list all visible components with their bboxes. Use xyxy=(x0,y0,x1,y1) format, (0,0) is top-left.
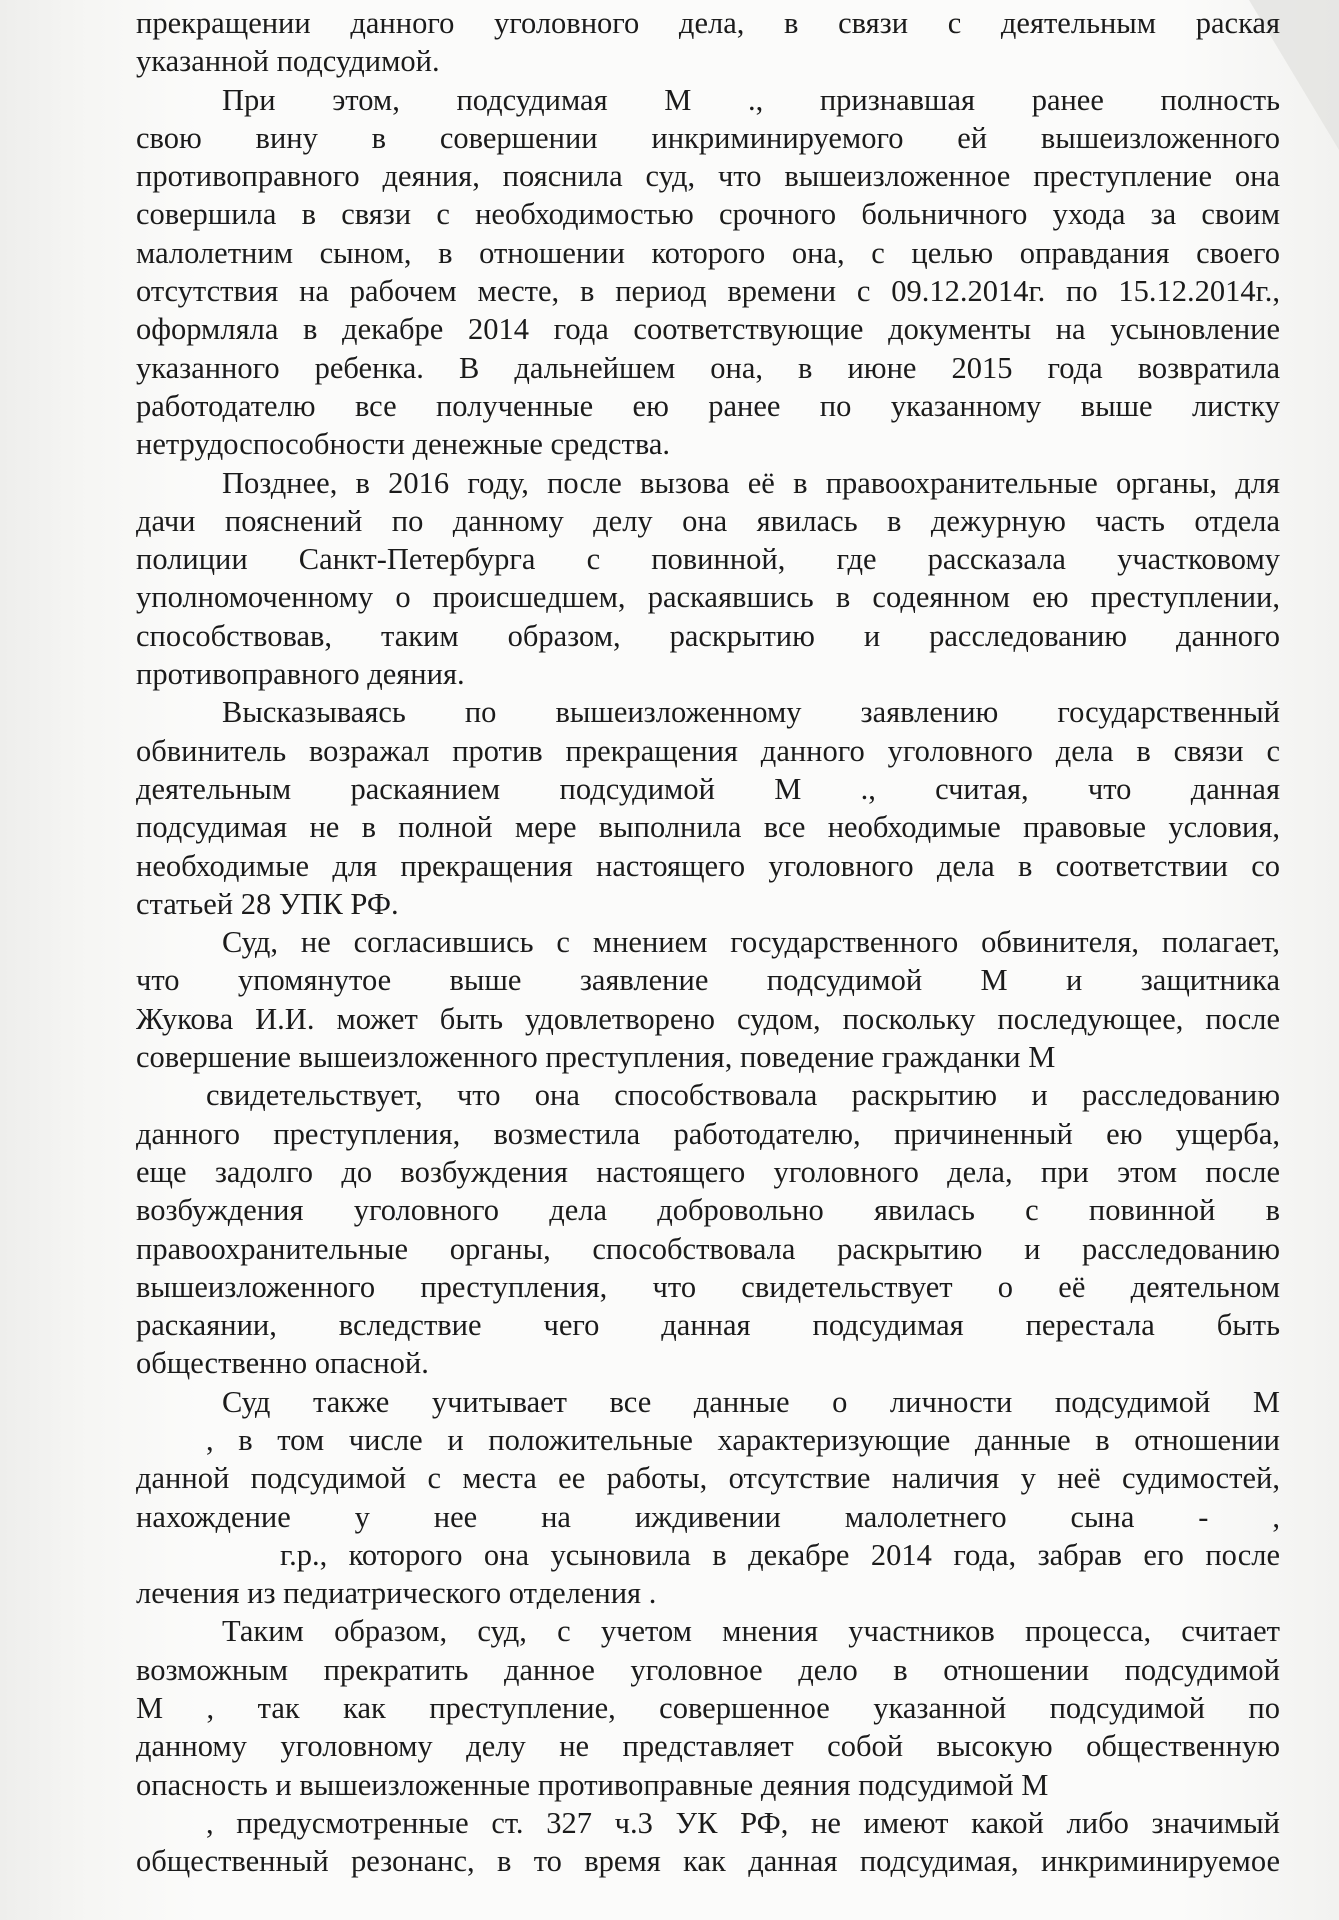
text-line: вышеизложенного преступления, что свидетельствует о её деятельном xyxy=(136,1269,1280,1304)
text-line: подсудимая не в полной мере выполнила все необходимые правовые условия, xyxy=(136,810,1280,845)
text-line: малолетним сыном, в отношении которого она, с целью оправдания своего xyxy=(136,235,1280,270)
text-line: возбуждения уголовного дела добровольно явилась с повинной в xyxy=(136,1193,1280,1228)
text-line: противоправного деяния, пояснила суд, что вышеизложенное преступление она xyxy=(136,159,1280,194)
document-body xyxy=(136,4,1280,1881)
text-line: правоохранительные органы, способствовала раскрытию и расследованию xyxy=(136,1231,1280,1266)
text-line: Суд также учитывает все данные о личности подсудимой М xyxy=(222,1384,1280,1419)
text-line: прекращении данного уголовного дела, в связи с деятельным раская xyxy=(136,6,1280,40)
text-line: нахождение у нее на иждивении малолетнего сына - , xyxy=(136,1499,1280,1534)
text-line: , в том числе и положительные характеризующие данные в отношении xyxy=(206,1422,1280,1457)
text-line: Высказываясь по вышеизложенному заявлению государственный xyxy=(222,695,1280,730)
text-line: При этом, подсудимая М ., признавшая ранее полность xyxy=(222,82,1280,117)
text-line: раскаянии, вследствие чего данная подсудимая перестала быть xyxy=(136,1308,1280,1343)
text-line: данного преступления, возместила работодателю, причиненный ею ущерба, xyxy=(136,1116,1280,1151)
text-line: , предусмотренные ст. 327 ч.3 УК РФ, не имеют какой либо значимый xyxy=(206,1805,1280,1840)
text-line: указанной подсудимой. xyxy=(136,44,440,79)
text-line: возможным прекратить данное уголовное дело в отношении подсудимой xyxy=(136,1652,1280,1687)
text-line: совершила в связи с необходимостью срочного больничного ухода за своим xyxy=(136,197,1280,232)
text-line: что упомянутое выше заявление подсудимой М и защитника xyxy=(136,963,1280,998)
text-line: противоправного деяния. xyxy=(136,657,465,692)
text-line: еще задолго до возбуждения настоящего уголовного дела, при этом после xyxy=(136,1154,1280,1189)
text-line: совершение вышеизложенного преступления, поведение гражданки М xyxy=(136,1040,1056,1075)
text-line: данной подсудимой с места ее работы, отсутствие наличия у неё судимостей, xyxy=(136,1461,1280,1496)
text-line: необходимые для прекращения настоящего уголовного дела в соответствии со xyxy=(136,848,1280,883)
text-line: работодателю все полученные ею ранее по указанному выше листку xyxy=(136,388,1280,423)
text-line: отсутствия на рабочем месте, в период времени с 09.12.2014г. по 15.12.2014г., xyxy=(136,274,1280,309)
text-line: способствовав, таким образом, раскрытию и расследованию данного xyxy=(136,618,1280,653)
text-line: нетрудоспособности денежные средства. xyxy=(136,427,671,462)
text-line: уполномоченному о происшедшем, раскаявшись в содеянном ею преступлении, xyxy=(136,580,1280,615)
text-line: статьей 28 УПК РФ. xyxy=(136,886,399,921)
text-line: оформляла в декабре 2014 года соответствующие документы на усыновление xyxy=(136,312,1280,347)
text-line: М , так как преступление, совершенное указанной подсудимой по xyxy=(136,1691,1280,1726)
text-line: полиции Санкт-Петербурга с повинной, где рассказала участковому xyxy=(136,542,1280,577)
text-line: обвинитель возражал против прекращения данного уголовного дела в связи с xyxy=(136,733,1280,768)
text-line: Позднее, в 2016 году, после вызова её в правоохранительные органы, для xyxy=(222,465,1280,500)
text-line: деятельным раскаянием подсудимой М ., считая, что данная xyxy=(136,771,1280,806)
text-line: свидетельствует, что она способствовала раскрытию и расследованию xyxy=(206,1078,1280,1113)
text-line: опасность и вышеизложенные противоправные деяния подсудимой М xyxy=(136,1767,1049,1802)
text-line: Суд, не согласившись с мнением государственного обвинителя, полагает, xyxy=(222,925,1280,960)
text-line: свою вину в совершении инкриминируемого ей вышеизложенного xyxy=(136,120,1280,155)
text-line: дачи пояснений по данному делу она явилась в дежурную часть отдела xyxy=(136,503,1280,538)
text-line: общественно опасной. xyxy=(136,1346,429,1381)
text-line: указанного ребенка. В дальнейшем она, в июне 2015 года возвратила xyxy=(136,350,1280,385)
text-line: г.р., которого она усыновила в декабре 2014 года, забрав его после xyxy=(280,1537,1280,1572)
text-line: общественный резонанс, в то время как данная подсудимая, инкриминируемое xyxy=(136,1844,1280,1879)
text-line: Таким образом, суд, с учетом мнения участников процесса, считает xyxy=(222,1614,1280,1649)
text-line: данному уголовному делу не представляет собой высокую общественную xyxy=(136,1729,1280,1764)
text-line: Жукова И.И. может быть удовлетворено судом, поскольку последующее, после xyxy=(136,1001,1280,1036)
text-line: лечения из педиатрического отделения . xyxy=(136,1576,657,1611)
